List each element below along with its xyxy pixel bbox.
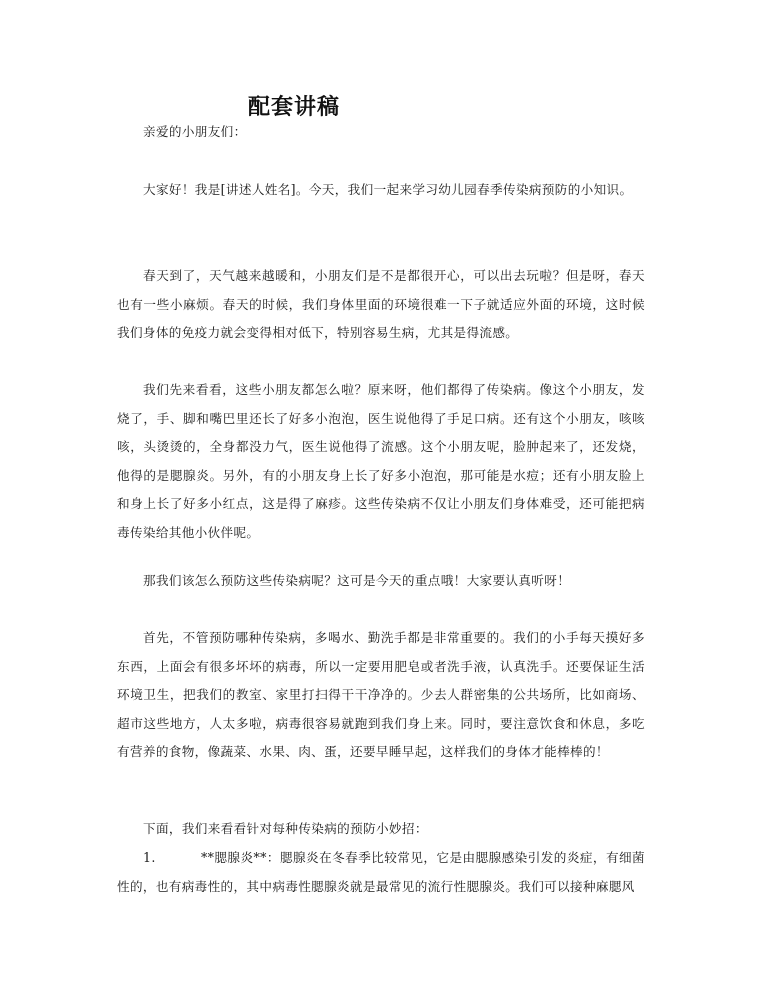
spring-paragraph: 春天到了，天气越来越暖和，小朋友们是不是都很开心，可以出去玩啦？但是呀，春天也有一些小麻烦。春天的时候，我们身体里面的环境很难一下子就适应外面的环境，这时候我们身体的免疫力就会变得相对低下，特别容易生病，尤其是得流感。 — [117, 268, 645, 341]
document-title: 配套讲稿 — [247, 95, 340, 120]
question-paragraph: 那我们该怎么预防这些传染病呢？这可是今天的重点哦！大家要认真听呀！ — [143, 573, 571, 588]
list-item — [117, 844, 645, 901]
tips-intro-paragraph: 下面，我们来看看针对每种传染病的预防小妙招： — [143, 821, 428, 836]
list-item-number: 1. — [143, 850, 156, 865]
greeting-paragraph: 亲爱的小朋友们： — [143, 124, 247, 139]
intro-paragraph: 大家好！我是[讲述人姓名]。今天，我们一起来学习幼儿园春季传染病预防的小知识。 — [143, 182, 633, 197]
prevention-paragraph: 首先，不管预防哪种传染病，多喝水、勤洗手都是非常重要的。我们的小手每天摸好多东西，上面会有很多坏坏的病毒，所以一定要用肥皂或者洗手液，认真洗手。还要保证生活环境卫生，把我们的教室、家里打扫得干干净净的。少去人群密集的公共场所，比如商场、超市这些地方，人太多啦，病毒很容易就跑到我们身上来。同时，要注意饮食和休息，多吃有营养的食物，像蔬菜、水果、肉、蛋，还要早睡早起，这样我们的身体才能棒棒的！ — [117, 630, 645, 760]
list-item-text: **腮腺炎**：腮腺炎在冬春季比较常见，它是由腮腺感染引发的炎症，有细菌性的，也有病毒性的，其中病毒性腮腺炎就是最常见的流行性腮腺炎。我们可以接种麻腮风 — [117, 850, 645, 894]
diseases-paragraph: 我们先来看看，这些小朋友都怎么啦？原来呀，他们都得了传染病。像这个小朋友，发烧了，手、脚和嘴巴里还长了好多小泡泡，医生说他得了手足口病。还有这个小朋友，咳咳咳，头烫烫的，全身都没力气，医生说他得了流感。这个小朋友呢，脸肿起来了，还发烧，他得的是腮腺炎。另外，有的小朋友身上长了好多小泡泡，那可能是水痘；还有小朋友脸上和身上长了好多小红点，这是得了麻疹。这些传染病不仅让小朋友们身体难受，还可能把病毒传染给其他小伙伴呢。 — [117, 382, 645, 540]
